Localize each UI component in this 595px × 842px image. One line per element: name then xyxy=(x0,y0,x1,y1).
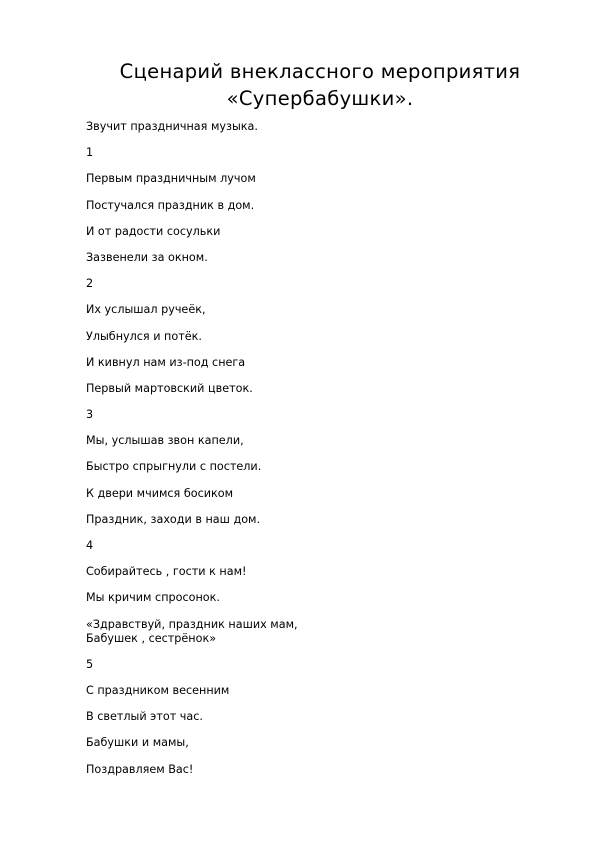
verse-line: Поздравляем Вас! xyxy=(86,762,194,776)
stage-direction: Звучит праздничная музыка. xyxy=(86,120,258,133)
verse-line: Мы, услышав звон капели, xyxy=(86,434,244,448)
document-body xyxy=(86,120,526,789)
verse-number: 2 xyxy=(86,277,94,291)
verse-line: Первый мартовский цветок. xyxy=(86,381,253,395)
verse-line: Праздник, заходи в наш дом. xyxy=(86,512,261,526)
verse-line: Мы кричим спросонок. xyxy=(86,591,220,605)
title-line-1: Сценарий внеклассного мероприятия xyxy=(119,60,521,83)
verse-line: Зазвенели за окном. xyxy=(86,250,208,264)
verse-line: И кивнул нам из-под снега xyxy=(86,355,246,369)
verse-line: Первым праздничным лучом xyxy=(86,172,256,186)
verse-line: Улыбнулся и потёк. xyxy=(86,329,202,343)
title-line-2: «Супербабушки». xyxy=(226,87,414,110)
verse-line: Постучался праздник в дом. xyxy=(86,198,255,212)
verse-number: 5 xyxy=(86,657,94,671)
verse-number: 3 xyxy=(86,408,94,422)
verse-line: К двери мчимся босиком xyxy=(86,486,234,500)
verse-line: Быстро спрыгнули с постели. xyxy=(86,460,262,474)
verse-line: И от радости сосульки xyxy=(86,224,221,238)
verse-line: Их услышал ручеёк, xyxy=(86,303,206,317)
verse-line: В светлый этот час. xyxy=(86,710,203,724)
verse-number: 1 xyxy=(86,146,94,160)
verse-line: «Здравствуй, праздник наших мам, Бабушек , сестрёнок» xyxy=(86,617,298,645)
verse-number: 4 xyxy=(86,539,94,552)
verse-line: Бабушки и мамы, xyxy=(86,736,189,750)
page-title xyxy=(90,58,550,112)
verse-line: Собирайтесь , гости к нам! xyxy=(86,565,247,579)
verse-line: С праздником весенним xyxy=(86,683,230,697)
